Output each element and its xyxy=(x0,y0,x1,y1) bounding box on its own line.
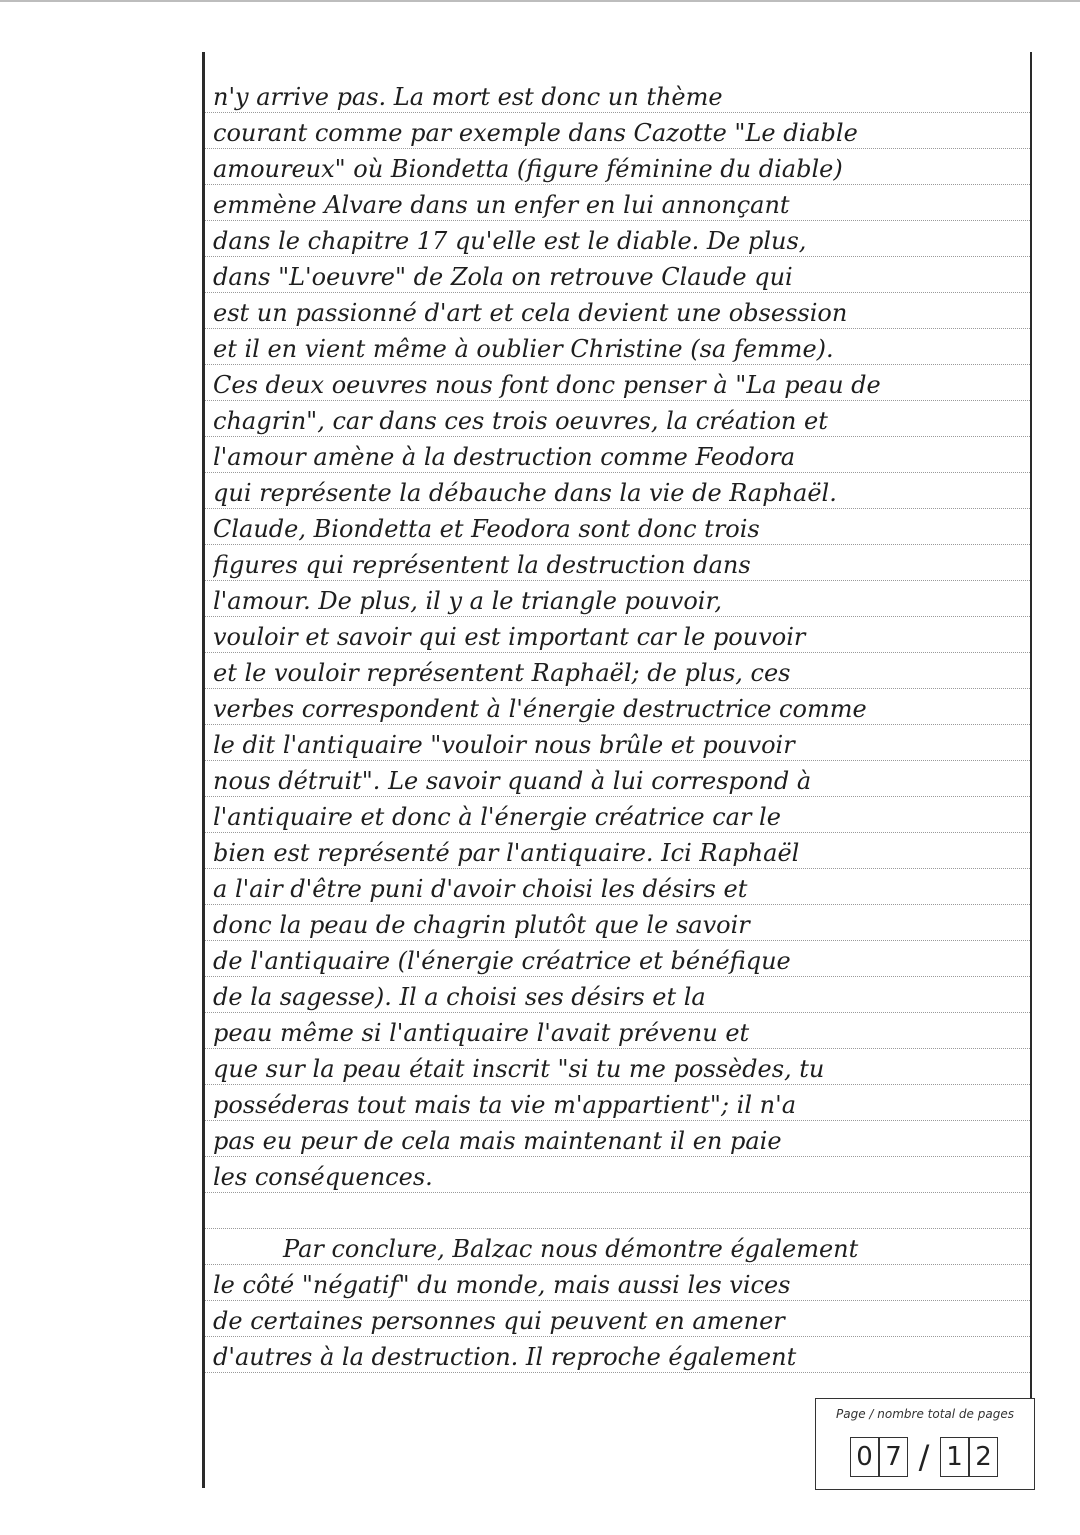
top-edge-rule xyxy=(0,0,1080,2)
handwritten-line: de certaines personnes qui peuvent en amener xyxy=(213,1307,785,1335)
handwritten-line: Par conclure, Balzac nous démontre également xyxy=(283,1235,859,1263)
handwritten-line: bien est représenté par l'antiquaire. Ici Raphaël xyxy=(213,839,800,867)
page-separator: / xyxy=(918,1438,930,1476)
handwritten-line: les conséquences. xyxy=(213,1163,433,1191)
handwritten-line: dans "L'oeuvre" de Zola on retrouve Claude qui xyxy=(213,263,793,291)
handwritten-line: vouloir et savoir qui est important car le pouvoir xyxy=(213,623,806,651)
current-page-digit: 0 xyxy=(850,1437,879,1477)
page-number-row xyxy=(846,1437,1006,1477)
handwritten-line: le dit l'antiquaire "vouloir nous brûle et pouvoir xyxy=(213,731,795,759)
handwritten-line: l'amour amène à la destruction comme Feodora xyxy=(213,443,796,471)
handwritten-line: pas eu peur de cela mais maintenant il en paie xyxy=(213,1127,782,1155)
handwritten-line: posséderas tout mais ta vie m'appartient"; il n'a xyxy=(213,1091,796,1119)
handwritten-line: nous détruit". Le savoir quand à lui correspond à xyxy=(213,767,812,795)
handwritten-page xyxy=(205,78,1030,1398)
handwritten-line: de la sagesse). Il a choisi ses désirs et la xyxy=(213,983,706,1011)
handwritten-line: donc la peau de chagrin plutôt que le savoir xyxy=(213,911,750,939)
handwritten-line xyxy=(213,1196,1025,1230)
handwritten-line: courant comme par exemple dans Cazotte "Le diable xyxy=(213,119,858,147)
handwritten-line: Ces deux oeuvres nous font donc penser à "La peau de xyxy=(213,371,881,399)
handwritten-line: que sur la peau était inscrit "si tu me possèdes, tu xyxy=(213,1055,825,1083)
page-number-box xyxy=(815,1398,1035,1490)
handwritten-line: n'y arrive pas. La mort est donc un thème xyxy=(213,83,723,111)
handwritten-line: Claude, Biondetta et Feodora sont donc trois xyxy=(213,515,760,543)
handwritten-line: et le vouloir représentent Raphaël; de plus, ces xyxy=(213,659,791,687)
handwritten-line: l'antiquaire et donc à l'énergie créatrice car le xyxy=(213,803,781,831)
handwritten-line: a l'air d'être puni d'avoir choisi les désirs et xyxy=(213,875,748,903)
handwritten-line: chagrin", car dans ces trois oeuvres, la création et xyxy=(213,407,828,435)
handwritten-line: dans le chapitre 17 qu'elle est le diable. De plus, xyxy=(213,227,807,255)
handwritten-line: qui représente la débauche dans la vie de Raphaël. xyxy=(213,479,837,507)
handwritten-line: et il en vient même à oublier Christine (sa femme). xyxy=(213,335,834,363)
handwritten-line: d'autres à la destruction. Il reproche également xyxy=(213,1343,797,1371)
handwritten-line: le côté "négatif" du monde, mais aussi les vices xyxy=(213,1271,791,1299)
handwritten-line: amoureux" où Biondetta (figure féminine du diable) xyxy=(213,155,843,183)
handwritten-line: emmène Alvare dans un enfer en lui annonçant xyxy=(213,191,790,219)
handwritten-line: peau même si l'antiquaire l'avait prévenu et xyxy=(213,1019,750,1047)
current-page-digit: 7 xyxy=(879,1437,908,1477)
handwritten-line: l'amour. De plus, il y a le triangle pouvoir, xyxy=(213,587,722,615)
total-pages-digit: 1 xyxy=(940,1437,969,1477)
handwritten-line: de l'antiquaire (l'énergie créatrice et bénéfique xyxy=(213,947,791,975)
handwritten-line: figures qui représentent la destruction dans xyxy=(213,551,751,579)
handwritten-line: verbes correspondent à l'énergie destructrice comme xyxy=(213,695,867,723)
total-pages-digit: 2 xyxy=(969,1437,998,1477)
handwritten-line: est un passionné d'art et cela devient une obsession xyxy=(213,299,848,327)
right-margin-line xyxy=(1030,52,1032,1488)
page-box-label: Page / nombre total de pages xyxy=(836,1407,1014,1421)
